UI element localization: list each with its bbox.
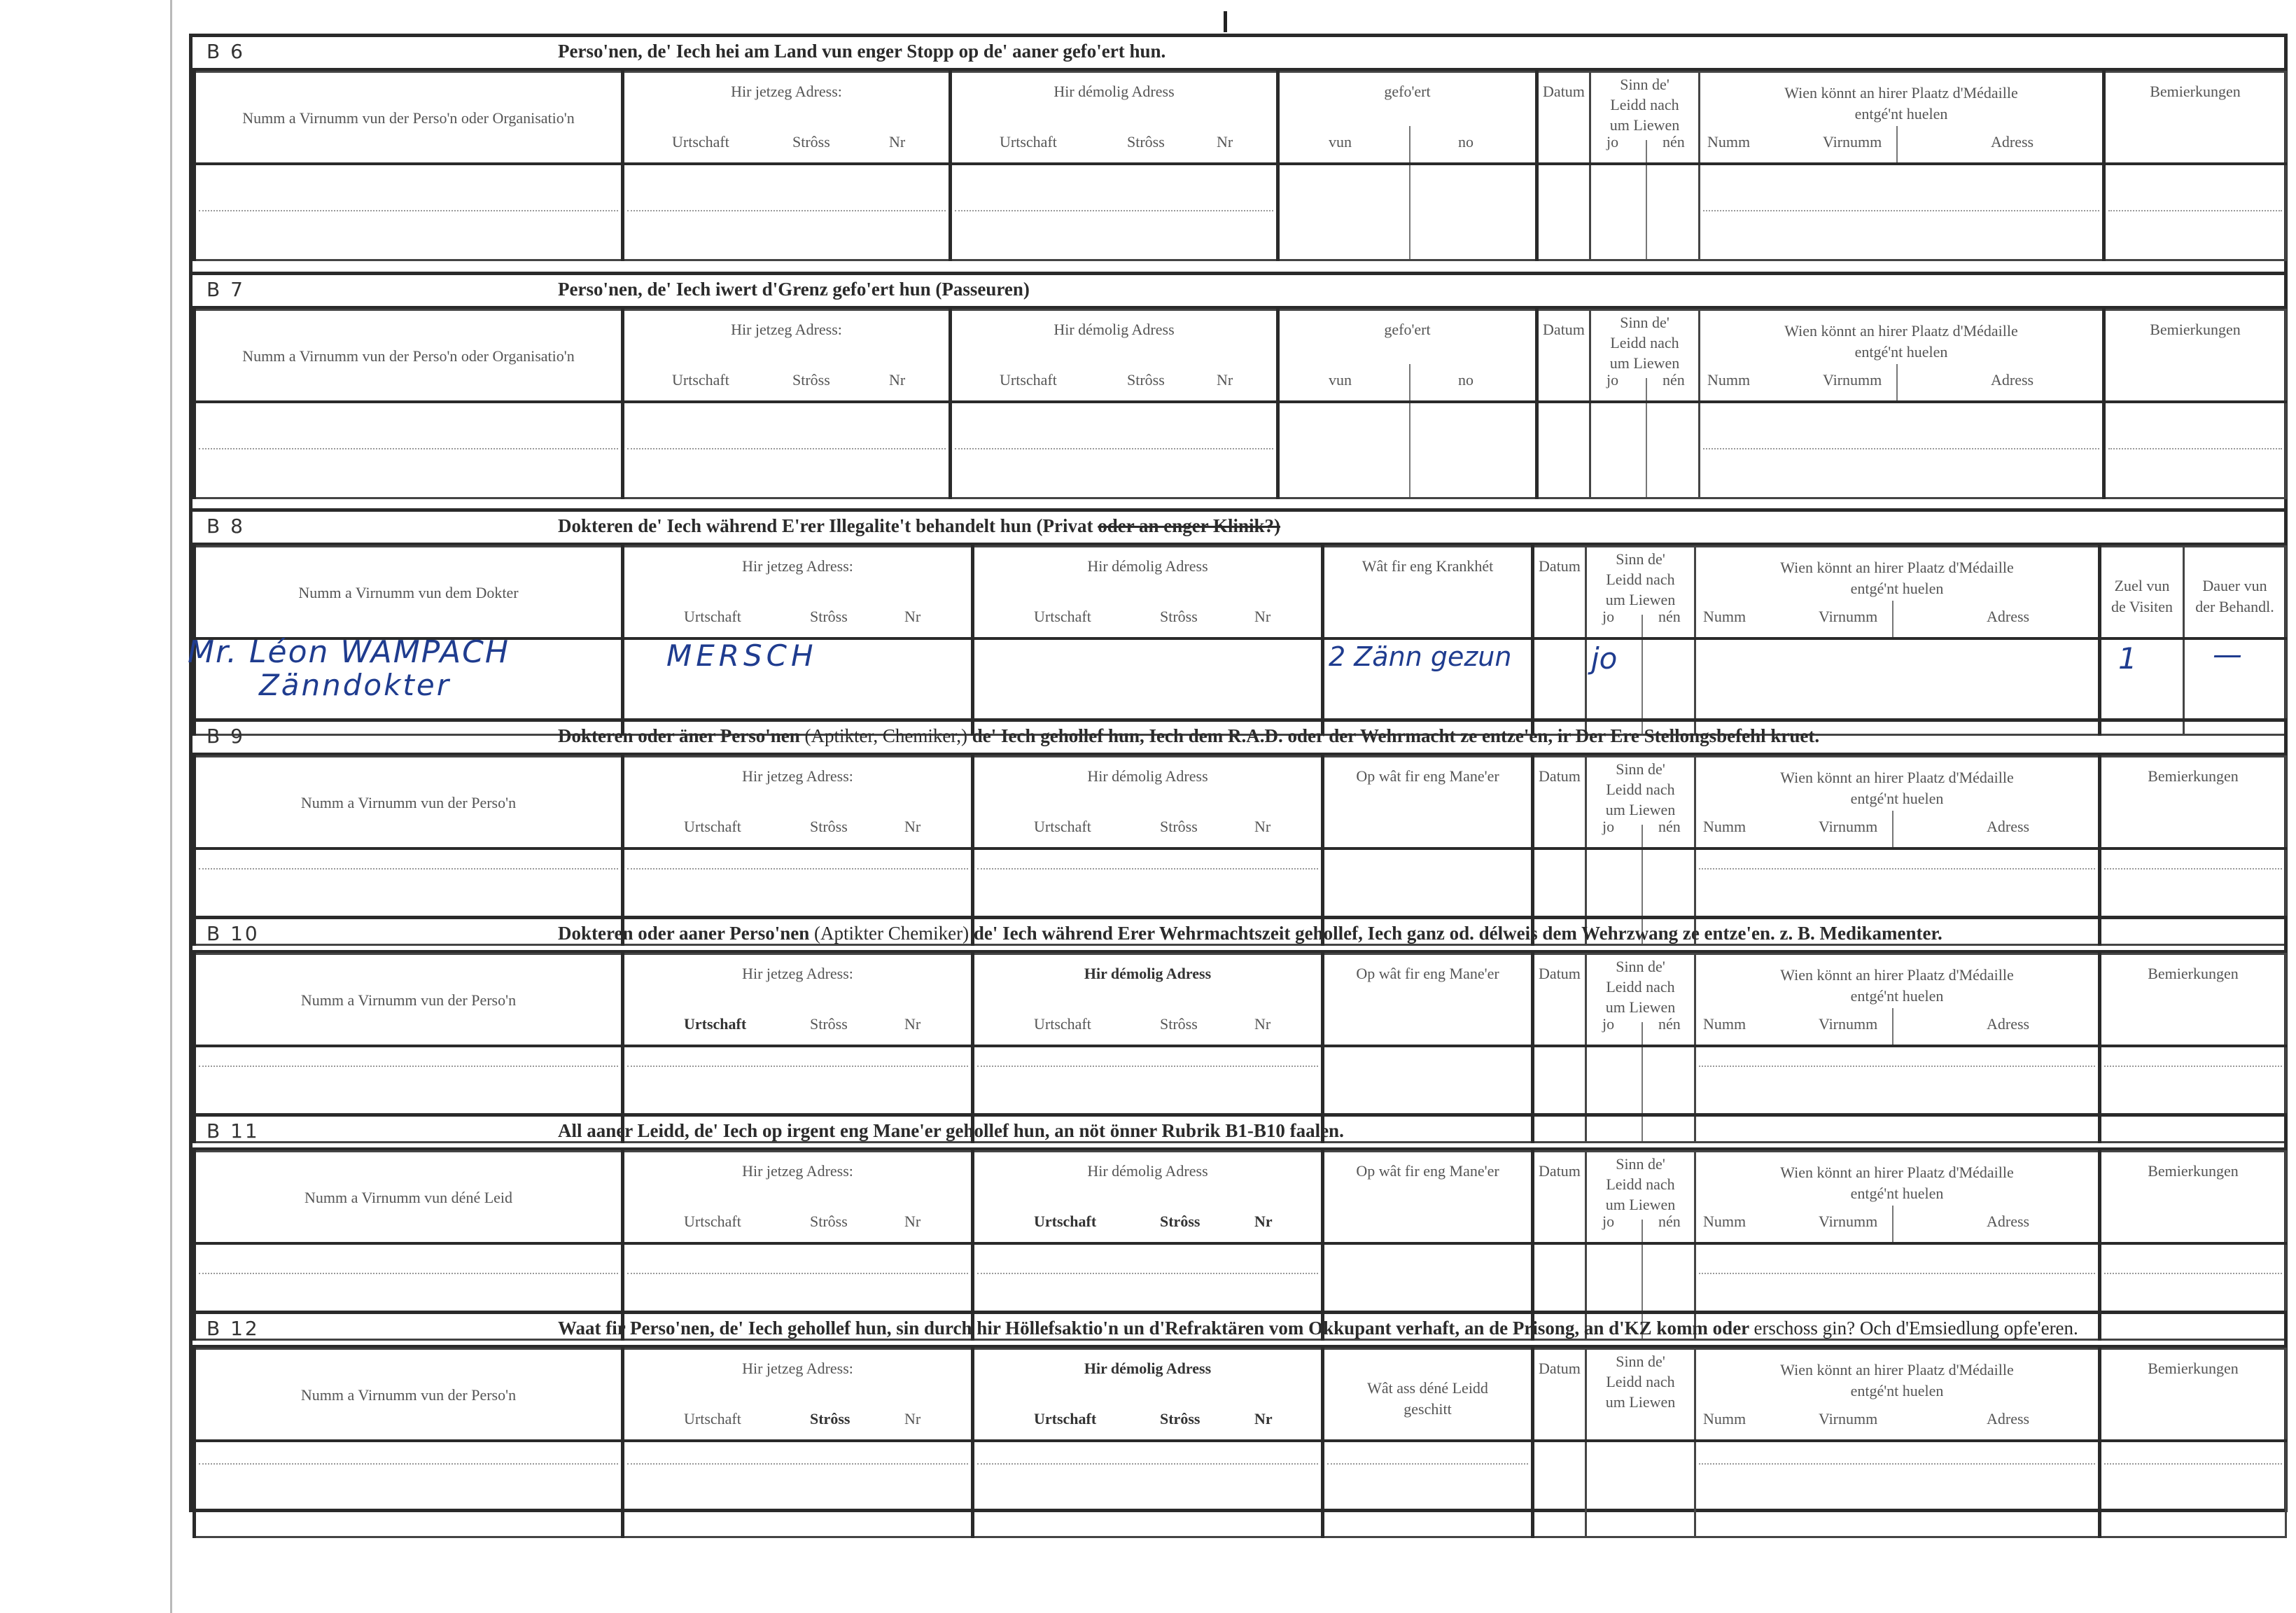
alive-header: Sinn de' Leidd nach um Liewen jo nén (1590, 310, 1700, 403)
section-b9 (189, 718, 2288, 916)
name-header: Numm a Virnumm vun déné Leid (195, 1152, 623, 1244)
name-header: Numm a Virnumm vun der Perso'n (195, 1349, 623, 1441)
section-b8 (189, 508, 2288, 718)
handwritten-doctor-name: Mr. Léon WAMPACH (188, 634, 510, 670)
section-table (188, 545, 2287, 736)
remarks-header: Bemierkungen (2104, 310, 2286, 403)
former-address-header: Hir démolig Adress Urtschaft Strôss Nr (973, 547, 1323, 639)
date-header: Datum (1533, 954, 1586, 1047)
section-code: B 12 (206, 1317, 260, 1340)
alive-header: Sinn de' Leidd nach um Liewen (1586, 1349, 1695, 1441)
current-address-header: Hir jetzeg Adress: Urtschaft Strôss Nr (623, 954, 973, 1047)
current-address-cell[interactable] (623, 402, 951, 498)
what-happened-header: Wât ass déné Leidd geschitt (1323, 1349, 1533, 1441)
name-cell[interactable] (195, 164, 623, 260)
section-table (192, 1348, 2287, 1538)
remarks-header: Bemierkungen (2100, 1152, 2286, 1244)
section-code: B 11 (206, 1119, 260, 1143)
section-code: B 10 (206, 922, 260, 945)
manner-header: Op wât fir eng Mane'er (1323, 757, 1533, 849)
treatment-duration-header: Dauer vun der Behandl. (2184, 547, 2286, 639)
medal-recipient-cell[interactable] (1695, 1441, 2100, 1537)
alive-header: Sinn de' Leidd nach um Liewen jo nén (1586, 547, 1695, 639)
section-b7 (189, 272, 2288, 508)
former-address-header: Hir démolig Adress Urtschaft Strôss Nr (973, 1349, 1323, 1441)
section-code: B 7 (206, 278, 245, 301)
section-code: B 9 (206, 725, 245, 748)
section-header (192, 1117, 2284, 1150)
date-header: Datum (1533, 757, 1586, 849)
remarks-header: Bemierkungen (2104, 72, 2286, 165)
remarks-cell[interactable] (2104, 402, 2286, 498)
section-b12 (189, 1311, 2288, 1512)
current-address-header: Hir jetzeg Adress: Urtschaft Strôss Nr (623, 1349, 973, 1441)
date-header: Datum (1533, 547, 1586, 639)
section-header (192, 275, 2284, 309)
transported-header: gefo'ert vun no (1278, 72, 1537, 165)
section-table (192, 309, 2287, 499)
section-title: All aaner Leidd, de' Iech op irgent eng Mane'er gehollef hun, an nöt önner Rubrik B1-B10 faalen. (558, 1120, 1344, 1141)
remarks-header: Bemierkungen (2100, 1349, 2286, 1441)
date-header: Datum (1537, 72, 1590, 165)
medal-recipient-header: Wien könnt an hirer Plaatz d'Médaille entgé'nt huelen Numm Virnumm Adress (1695, 757, 2100, 849)
manner-header: Op wât fir eng Mane'er (1323, 1152, 1533, 1244)
section-header (192, 919, 2284, 953)
visits-count-header: Zuel vun de Visiten (2100, 547, 2184, 639)
name-header: Numm a Virnumm vun dem Dokter (195, 547, 623, 639)
struck-title-text: oder an enger Klinik?) (1098, 515, 1281, 536)
date-cell[interactable] (1537, 164, 1590, 260)
medal-recipient-header: Wien könnt an hirer Plaatz d'Médaille entgé'nt huelen Numm Virnumm Adress (1695, 547, 2100, 639)
date-cell[interactable] (1533, 1441, 1586, 1537)
transported-cell[interactable] (1278, 164, 1537, 260)
former-address-header: Hir démolig Adress Urtschaft Strôss Nr (951, 310, 1278, 403)
former-address-cell[interactable] (973, 1441, 1323, 1537)
medal-recipient-header: Wien könnt an hirer Plaatz d'Médaille entgé'nt huelen Numm Virnumm Adress (1695, 954, 2100, 1047)
section-header (192, 722, 2284, 755)
section-header (192, 37, 2284, 71)
current-address-cell[interactable] (623, 164, 951, 260)
section-title: Dokteren oder aaner Perso'nen (Aptikter Chemiker) de' Iech während Erer Wehrmachtszeit gehollef, Iech ganz od. délweis dem Wehrzwang ze entze'en. z. B. Medikamenter. (558, 923, 1942, 944)
handwritten-doctor-title: Zänndokter (259, 668, 451, 702)
section-title: Perso'nen, de' Iech hei am Land vun enger Stopp op de' aaner gefo'ert hun. (558, 41, 1166, 62)
handwritten-town: MERSCH (666, 638, 818, 673)
alive-header: Sinn de' Leidd nach um Liewen jo nén (1586, 757, 1695, 849)
transported-header: gefo'ert vun no (1278, 310, 1537, 403)
current-address-header: Hir jetzeg Adress: Urtschaft Strôss Nr (623, 310, 951, 403)
former-address-header: Hir démolig Adress Urtschaft Strôss Nr (973, 954, 1323, 1047)
current-address-cell[interactable] (623, 1441, 973, 1537)
illness-header: Wât fir eng Krankhét (1323, 547, 1533, 639)
handwritten-duration: — (2213, 637, 2242, 671)
former-address-cell[interactable] (951, 402, 1278, 498)
section-table (192, 71, 2287, 261)
section-code: B 8 (206, 515, 245, 538)
medal-recipient-header: Wien könnt an hirer Plaatz d'Médaille entgé'nt huelen Numm Virnumm Adress (1695, 1152, 2100, 1244)
date-cell[interactable] (1537, 402, 1590, 498)
section-b10 (189, 916, 2288, 1113)
name-header: Numm a Virnumm vun der Perso'n (195, 757, 623, 849)
medal-recipient-header: Wien könnt an hirer Plaatz d'Médaille entgé'nt huelen Numm Virnumm Adress (1695, 1349, 2100, 1441)
date-header: Datum (1533, 1152, 1586, 1244)
section-header (192, 1314, 2284, 1348)
what-happened-cell[interactable] (1323, 1441, 1533, 1537)
date-header: Datum (1533, 1349, 1586, 1441)
remarks-cell[interactable] (2100, 1441, 2286, 1537)
name-header: Numm a Virnumm vun der Perso'n oder Organisatio'n (195, 310, 623, 403)
handwritten-alive-yes: jo (1591, 641, 1618, 676)
former-address-header: Hir démolig Adress Urtschaft Strôss Nr (973, 1152, 1323, 1244)
current-address-header: Hir jetzeg Adress: Urtschaft Strôss Nr (623, 757, 973, 849)
date-header: Datum (1537, 310, 1590, 403)
form-sheet (189, 34, 2288, 1512)
transported-cell[interactable] (1278, 402, 1537, 498)
alive-header: Sinn de' Leidd nach um Liewen jo nén (1590, 72, 1700, 165)
section-title: Dokteren de' Iech während E'rer Illegalite't behandelt hun (Privat oder an enger Klinik?) (558, 515, 1281, 536)
manner-header: Op wât fir eng Mane'er (1323, 954, 1533, 1047)
former-address-header: Hir démolig Adress Urtschaft Strôss Nr (951, 72, 1278, 165)
section-b11 (189, 1113, 2288, 1311)
alive-cell[interactable] (1586, 1441, 1695, 1537)
top-tick-mark (1224, 11, 1227, 32)
current-address-header: Hir jetzeg Adress: Urtschaft Strôss Nr (623, 547, 973, 639)
alive-header: Sinn de' Leidd nach um Liewen jo nén (1586, 954, 1695, 1047)
handwritten-visits: 1 (2118, 641, 2137, 676)
medal-recipient-cell[interactable] (1700, 402, 2104, 498)
medal-recipient-header: Wien könnt an hirer Plaatz d'Médaille entgé'nt huelen Numm Virnumm Adress (1700, 310, 2104, 403)
medal-recipient-header: Wien könnt an hirer Plaatz d'Médaille entgé'nt huelen Numm Virnumm Adress (1700, 72, 2104, 165)
section-code: B 6 (206, 40, 245, 63)
name-header: Numm a Virnumm vun der Perso'n (195, 954, 623, 1047)
section-header (192, 512, 2284, 545)
alive-header: Sinn de' Leidd nach um Liewen jo nén (1586, 1152, 1695, 1244)
section-title: Perso'nen, de' Iech iwert d'Grenz gefo'ert hun (Passeuren) (558, 279, 1030, 300)
page-edge (170, 0, 172, 1613)
alive-cell[interactable] (1590, 402, 1700, 498)
medal-recipient-cell[interactable] (1700, 164, 2104, 260)
former-address-cell[interactable] (951, 164, 1278, 260)
current-address-header: Hir jetzeg Adress: Urtschaft Strôss Nr (623, 1152, 973, 1244)
section-b6 (189, 34, 2288, 272)
section-title: Dokteren oder äner Perso'nen (Aptikter, Chemiker,) de' Iech gehollef hun, Iech dem R.A.D. oder der Wehrmacht ze entze'en, ir Der Ere Stellongsbefehl kruet. (558, 725, 1820, 746)
name-header: Numm a Virnumm vun der Perso'n oder Organisatio'n (195, 72, 623, 165)
name-cell[interactable] (195, 1441, 623, 1537)
alive-cell[interactable] (1590, 164, 1700, 260)
name-cell[interactable] (195, 402, 623, 498)
section-title: Waat fir Perso'nen, de' Iech gehollef hun, sin durch hir Höllefsaktio'n un d'Refraktären vom Okkupant verhaft, an de Prisong, an d'KZ komm oder erschoss gin? Och d'Emsiedlung opfe'eren. (558, 1318, 2078, 1339)
current-address-header: Hir jetzeg Adress: Urtschaft Strôss Nr (623, 72, 951, 165)
former-address-header: Hir démolig Adress Urtschaft Strôss Nr (973, 757, 1323, 849)
remarks-header: Bemierkungen (2100, 757, 2286, 849)
remarks-header: Bemierkungen (2100, 954, 2286, 1047)
handwritten-illness: 2 Zänn gezun (1329, 641, 1512, 672)
remarks-cell[interactable] (2104, 164, 2286, 260)
